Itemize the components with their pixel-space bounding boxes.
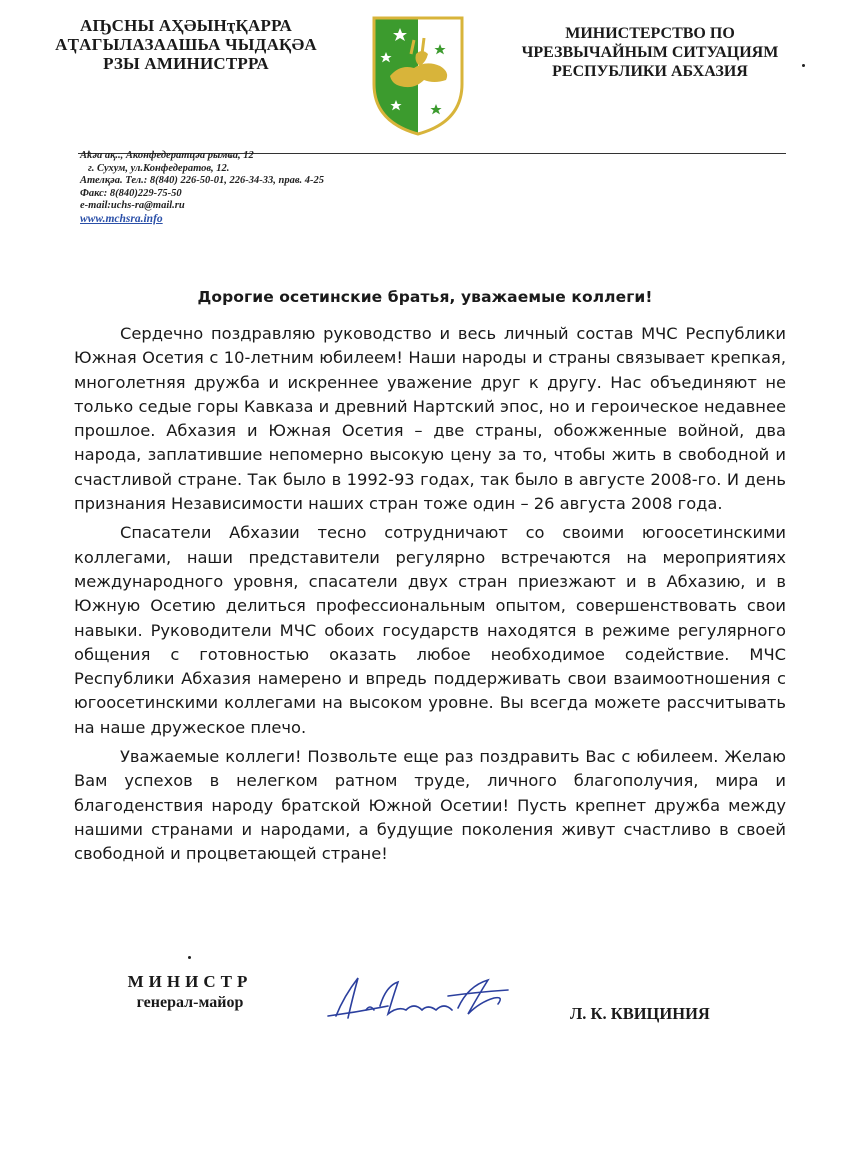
handwritten-signature [318, 966, 518, 1030]
header-left-line: АҦСНЫ АҲӘЫНҭҚАРРА [80, 16, 292, 35]
header-abkhaz-title [36, 16, 336, 73]
phone-numbers: Ателқәа. Тел.: 8(840) 226-50-01, 226-34-33, прав. 4-25 [80, 175, 325, 186]
scan-speck [188, 956, 191, 959]
address-russian: г. Сухум, ул.Конфедератов, 12. [88, 162, 230, 174]
letter-greeting: Дорогие осетинские братья, уважаемые коллеги! [197, 288, 653, 306]
header-left-line: РЗЫ АМИНИСТРРА [103, 54, 269, 73]
letter-paragraph: Сердечно поздравляю руководство и весь личный состав МЧС Республики Южная Осетия с 10-летним юбилеем! Наши народы и страны связывает крепкая, многолетняя дружба и искреннее уважение друг к другу. Нас объединяют не только седые горы Кавказа и древний Нартский эпос, но и героическое недавнее прошлое. Абхазия и Южная Осетия – две страны, обожженные войной, два народа, заплатившие непомерно высокую цену за то, чтобы жить в свободной и счастливой стране. Так было в 1992-93 годах, так было в августе 2008-го. И день признания Независимости наших стран тоже один – 26 августа 2008 года. [74, 324, 786, 514]
letter-paragraph: Уважаемые коллеги! Позвольте еще раз поздравить Вас с юбилеем. Желаю Вам успехов в нелегком ратном труде, личного благополучия, мира и благоденствия народу братской Южной Осетии! Пусть крепнет дружба между нашими странами и народами, а будущие поколения живут счастливо в своей свободной и процветающей стране! [74, 747, 786, 864]
header-right-line: РЕСПУБЛИКИ АБХАЗИЯ [552, 63, 748, 80]
letter-paragraph: Спасатели Абхазии тесно сотрудничают со своими югоосетинскими коллегами, наши представители регулярно встречаются на мероприятиях международного уровня, спасатели двух стран приезжают и в Абхазию, и в Южную Осетию делиться профессиональным опытом, совершенствовать свои навыки. Руководители МЧС обоих государств находятся в режиме регулярного общения с готовностью оказать любое необходимое содействие. МЧС Республики Абхазия намерено и впредь поддерживать свои взаимоотношения с югоосетинскими коллегами на высоком уровне. Вы всегда можете рассчитывать на наше дружеское плечо. [74, 523, 786, 737]
abkhazia-coat-of-arms-icon [370, 14, 466, 136]
scan-speck [802, 64, 805, 67]
letter-body [74, 322, 786, 867]
header-right-line: МИНИСТЕРСТВО ПО [565, 25, 735, 42]
address-abkhaz: Аҟәа ақ.., Аконфедератцәа рымҩа, 12 [80, 150, 254, 161]
contact-block [80, 150, 500, 225]
website-link[interactable]: www.mchsra.info [80, 212, 163, 225]
signer-name: Л. К. КВИЦИНИЯ [570, 1004, 710, 1023]
minister-rank: генерал-майор [136, 994, 244, 1011]
header-right-line: ЧРЕЗВЫЧАЙНЫМ СИТУАЦИЯМ [521, 44, 779, 61]
minister-title-block [110, 972, 270, 1012]
email-address: e-mail:uchs-ra@mail.ru [80, 200, 185, 211]
fax-number: Факс: 8(840)229-75-50 [80, 187, 182, 199]
header-left-line: АҬАГЫЛАЗААШЬА ЧЫДАҚӘА [55, 35, 317, 54]
minister-title: МИНИСТР [127, 972, 253, 991]
header-russian-title [505, 24, 795, 81]
